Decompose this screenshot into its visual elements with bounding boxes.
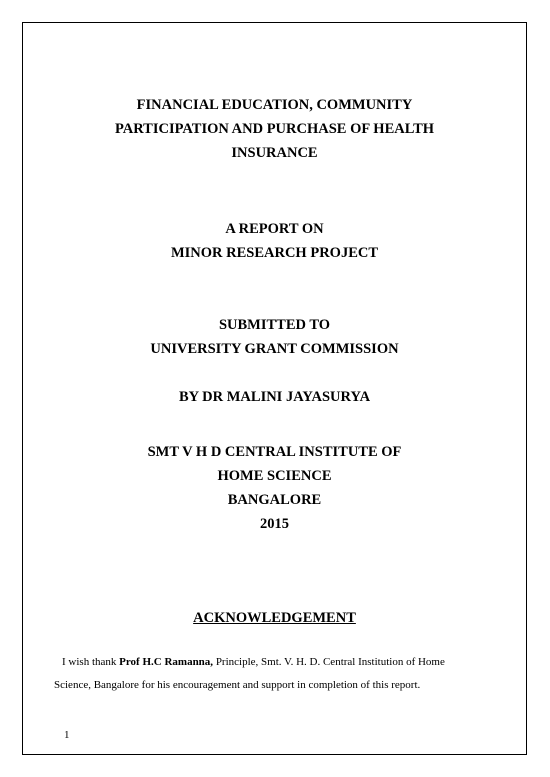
acknowledgement-text-after: Principle, Smt. V. H. D. Central Institution of Home bbox=[213, 656, 445, 668]
institution-line-2: HOME SCIENCE bbox=[217, 468, 332, 484]
institution-year: 2015 bbox=[260, 516, 289, 532]
report-line-2: MINOR RESEARCH PROJECT bbox=[170, 245, 379, 261]
author-block bbox=[22, 385, 527, 409]
author-line: BY DR MALINI JAYASURYA bbox=[178, 389, 371, 405]
report-block bbox=[22, 217, 527, 265]
title-block bbox=[22, 93, 527, 165]
title-line-2: PARTICIPATION AND PURCHASE OF HEALTH bbox=[114, 121, 435, 137]
submitted-line-2: UNIVERSITY GRANT COMMISSION bbox=[150, 341, 399, 357]
acknowledgement-line-2: Science, Bangalore for his encouragement and support in completion of this report. bbox=[54, 679, 421, 691]
submitted-line-1: SUBMITTED TO bbox=[218, 317, 331, 333]
page-number: 1 bbox=[64, 729, 70, 741]
report-line-1: A REPORT ON bbox=[225, 221, 324, 237]
acknowledgement-heading bbox=[22, 608, 527, 628]
title-line-1: FINANCIAL EDUCATION, COMMUNITY bbox=[136, 97, 413, 113]
acknowledgement-paragraph bbox=[54, 651, 492, 697]
acknowledgement-name: Prof H.C Ramanna, bbox=[119, 656, 214, 668]
institution-line-1: SMT V H D CENTRAL INSTITUTE OF bbox=[147, 444, 402, 460]
institution-line-3: BANGALORE bbox=[227, 492, 322, 508]
submitted-block bbox=[22, 313, 527, 361]
acknowledgement-text-before: I wish thank bbox=[62, 656, 120, 668]
institution-block bbox=[22, 440, 527, 536]
title-line-3: INSURANCE bbox=[231, 145, 318, 161]
acknowledgement-heading-text: ACKNOWLEDGEMENT bbox=[193, 610, 356, 626]
